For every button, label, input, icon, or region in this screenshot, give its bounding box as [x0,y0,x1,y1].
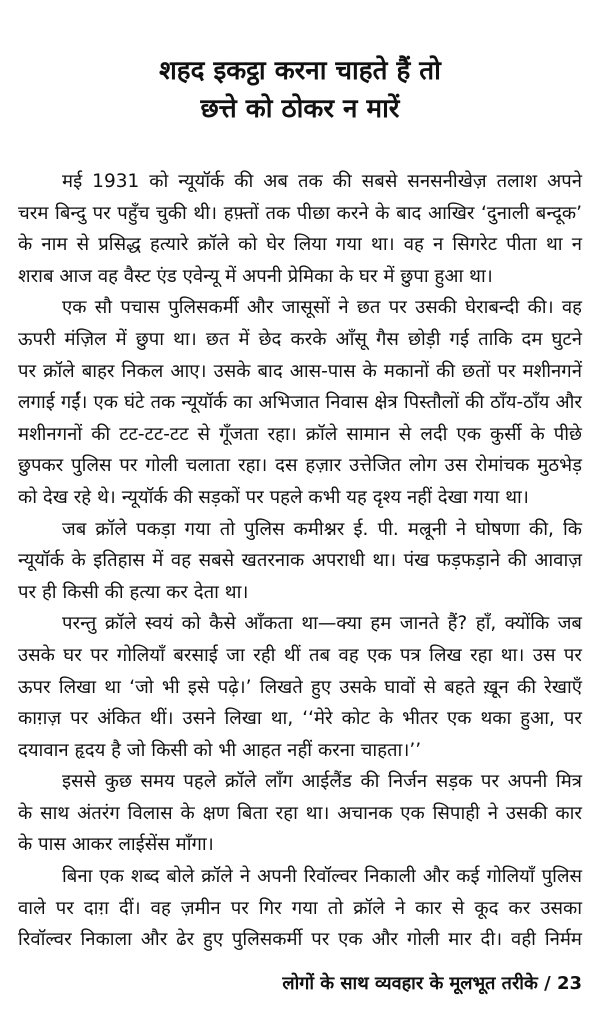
text-line: परन्तु क्रॉले स्वयं को कैसे आँकता था—क्या हम जानते हैं? हाँ, क्योंकि जब [62,613,582,635]
text-line: बिना एक शब्द बोले क्रॉले ने अपनी रिवॉल्वर निकाली और कई गोलियाँ पुलिस [62,866,582,888]
chapter-title-line-2: छत्ते को ठोकर न मारें [200,94,400,124]
text-line: वाले पर दाग़ दीं। वह ज़मीन पर गिर गया तो क्रॉले ने कार से कूद कर उसका [18,897,582,919]
text-line: न्यूयॉर्क के इतिहास में वह सबसे खतरनाक अपराधी था। पंख फड़फड़ाने की आवाज़ [18,550,582,572]
paragraph [18,292,582,513]
page-footer [18,970,582,998]
running-title: लोगों के साथ व्यवहार के मूलभूत तरीके [282,972,538,994]
text-line: के पास आकर लाईसेंस माँगा। [18,834,214,856]
text-line: इससे कुछ समय पहले क्रॉले लाँग आईलैंड की निर्जन सड़क पर अपनी मित्र [62,771,582,793]
text-line: शराब आज वह वैस्ट एंड एवेन्यू में अपनी प्रेमिका के घर में छुपा हुआ था। [18,265,493,287]
text-line: ऊपर लिखा था ‘जो भी इसे पढ़े।’ लिखते हुए उसके घावों से बहते ख़ून की रेखाएँ [18,676,582,698]
text-line: के साथ अंतरंग विलास के क्षण बिता रहा था। अचानक एक सिपाही ने उसकी कार [18,802,582,824]
text-line: दयावान हृदय है जो किसी को भी आहत नहीं करना चाहता।’’ [18,739,422,761]
text-line: के नाम से प्रसिद्ध हत्यारे क्रॉले को घेर लिया गया था। वह न सिगरेट पीता था न [18,234,582,256]
paragraph [18,766,582,861]
paragraph [18,166,582,292]
paragraph [18,861,582,956]
text-line: काग़ज़ पर अंकित थीं। उसने लिखा था, ‘‘मेरे कोट के भीतर एक थका हुआ, पर [18,708,582,730]
text-line: उसके घर पर गोलियाँ बरसाई जा रही थीं तब वह एक पत्र लिख रहा था। उस पर [18,644,582,666]
text-line: को देख रहे थे। न्यूयॉर्क की सड़कों पर पहले कभी यह दृश्य नहीं देखा गया था। [18,486,529,508]
paragraph [18,608,582,766]
text-line: लगाई गईं। एक घंटे तक न्यूयॉर्क का अभिजात निवास क्षेत्र पिस्तौलों की ठाँय-ठाँय और [18,392,582,414]
text-line: चरम बिन्दु पर पहुँच चुकी थी। हफ़्तों तक पीछा करने के बाद आखिर ‘दुनाली बन्दूक’ [18,202,582,224]
text-line: मशीनगनों की टट-टट-टट से गूँजता रहा। क्रॉले सामान से लदी एक कुर्सी के पीछे [18,423,582,445]
chapter-title-line-1: शहद इकट्ठा करना चाहते हैं तो [159,56,441,86]
paragraph [18,514,582,609]
text-line: छुपकर पुलिस पर गोली चलाता रहा। दस हज़ार उत्तेजित लोग उस रोमांचक मुठभेड़ [18,455,582,477]
body-text [18,166,582,956]
footer-separator: / [544,972,551,994]
text-line: मई 1931 को न्यूयॉर्क की अब तक की सबसे सनसनीखेज़ तलाश अपने [62,171,582,192]
text-line: रिवॉल्वर निकाला और ढेर हुए पुलिसकर्मी पर एक और गोली मार दी। वही निर्मम [18,929,582,951]
text-line: एक सौ पचास पुलिसकर्मी और जासूसों ने छत पर उसकी घेराबन्दी की। वह [62,297,582,319]
text-line: ऊपरी मंज़िल में छुपा था। छत में छेद करके आँसू गैस छोड़ी गई ताकि दम घुटने [18,328,582,350]
text-line: पर ही किसी की हत्या कर देता था। [18,581,249,603]
text-line: जब क्रॉले पकड़ा गया तो पुलिस कमीश्नर ई. पी. मल्रूनी ने घोषणा की, कि [62,518,582,540]
text-line: पर क्रॉले बाहर निकल आए। उसके बाद आस-पास के मकानों की छतों पर मशीनगनें [18,360,582,382]
page-number: 23 [556,972,582,994]
